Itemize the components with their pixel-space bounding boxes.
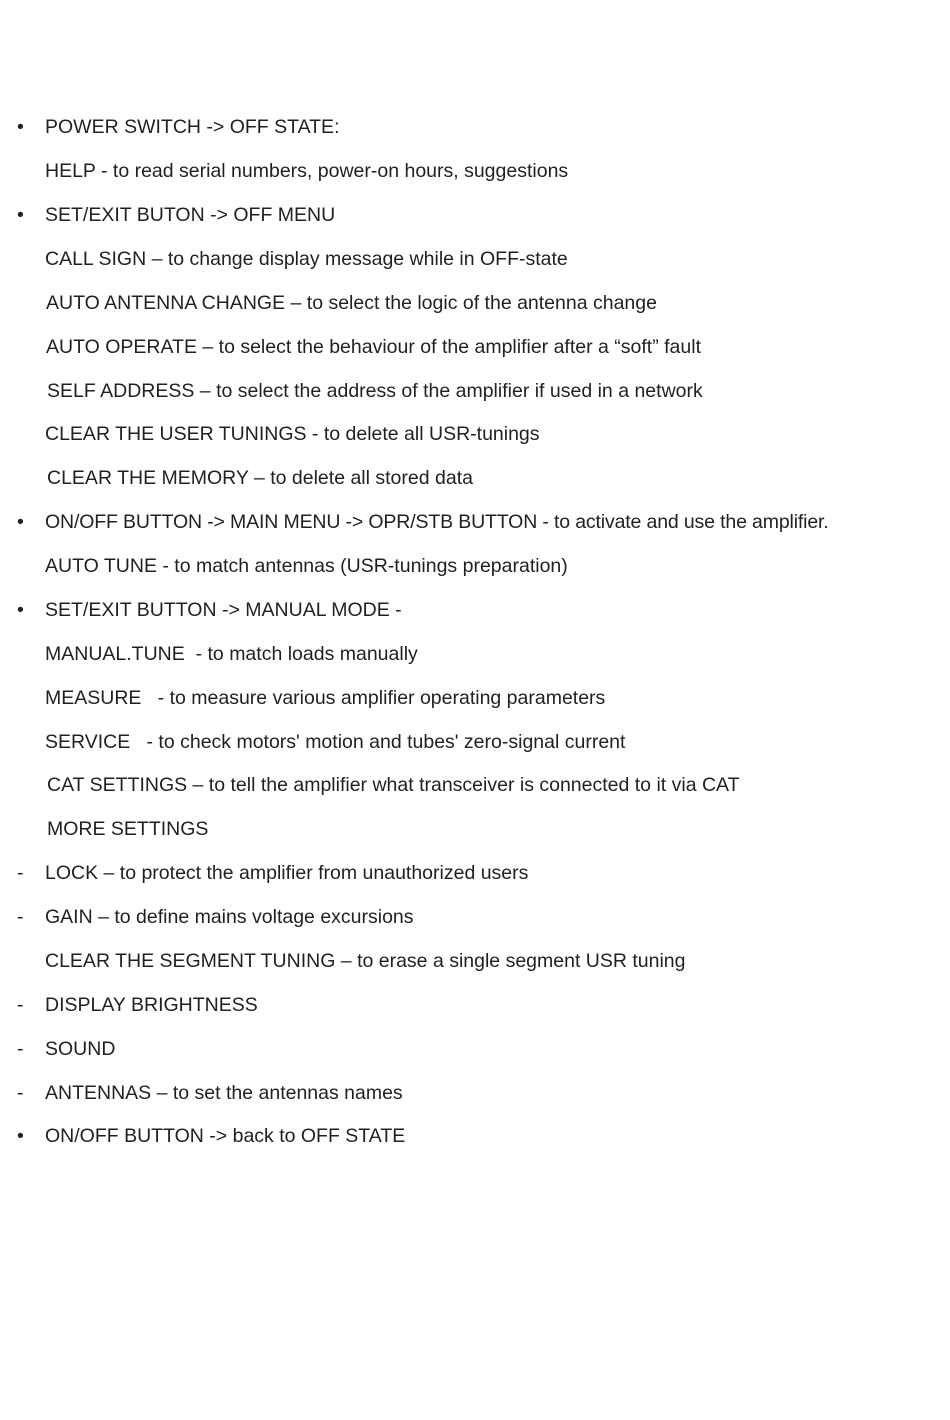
list-item-text: CLEAR THE USER TUNINGS - to delete all USR-tunings bbox=[45, 423, 540, 445]
list-item-text: CAT SETTINGS – to tell the amplifier what transceiver is connected to it via CAT bbox=[47, 774, 740, 796]
bullet-marker: • bbox=[17, 1125, 24, 1147]
list-item-text: SOUND bbox=[45, 1038, 116, 1060]
list-item-text: MORE SETTINGS bbox=[47, 818, 209, 840]
list-item-text: SET/EXIT BUTTON -> MANUAL MODE - bbox=[45, 599, 402, 621]
list-item-text: POWER SWITCH -> OFF STATE: bbox=[45, 116, 340, 138]
list-item-text: CLEAR THE SEGMENT TUNING – to erase a single segment USR tuning bbox=[45, 950, 686, 972]
list-item-text: HELP - to read serial numbers, power-on hours, suggestions bbox=[45, 160, 569, 182]
list-item-text: AUTO TUNE - to match antennas (USR-tunings preparation) bbox=[45, 555, 568, 577]
dash-marker: - bbox=[17, 906, 24, 928]
bullet-marker: • bbox=[17, 599, 24, 621]
list-item-text: MANUAL.TUNE - to match loads manually bbox=[45, 643, 418, 665]
list-item-text: SERVICE - to check motors' motion and tubes' zero-signal current bbox=[45, 731, 626, 753]
list-item-text: AUTO OPERATE – to select the behaviour of the amplifier after a “soft” fault bbox=[46, 336, 701, 358]
list-item-text: AUTO ANTENNA CHANGE – to select the logic of the antenna change bbox=[46, 292, 657, 314]
bullet-marker: • bbox=[17, 511, 24, 533]
dash-marker: - bbox=[17, 994, 24, 1016]
list-item-text: ANTENNAS – to set the antennas names bbox=[45, 1082, 403, 1104]
list-item-text: CALL SIGN – to change display message while in OFF-state bbox=[45, 248, 568, 270]
list-item-text: SELF ADDRESS – to select the address of the amplifier if used in a network bbox=[47, 380, 703, 402]
bullet-marker: • bbox=[17, 116, 24, 138]
list-item-text: LOCK – to protect the amplifier from unauthorized users bbox=[45, 862, 529, 884]
bullet-marker: • bbox=[17, 204, 24, 226]
list-item-text: GAIN – to define mains voltage excursions bbox=[45, 906, 414, 928]
list-item-text: SET/EXIT BUTON -> OFF MENU bbox=[45, 204, 336, 226]
list-item-text: CLEAR THE MEMORY – to delete all stored data bbox=[47, 467, 473, 489]
dash-marker: - bbox=[17, 1038, 24, 1060]
list-item-text: ON/OFF BUTTON -> back to OFF STATE bbox=[45, 1125, 406, 1147]
dash-marker: - bbox=[17, 862, 24, 884]
list-item-text: DISPLAY BRIGHTNESS bbox=[45, 994, 258, 1016]
dash-marker: - bbox=[17, 1082, 24, 1104]
list-item-text: ON/OFF BUTTON -> MAIN MENU -> OPR/STB BUTTON - to activate and use the amplifier. bbox=[45, 511, 829, 533]
list-item-text: MEASURE - to measure various amplifier operating parameters bbox=[45, 687, 606, 709]
